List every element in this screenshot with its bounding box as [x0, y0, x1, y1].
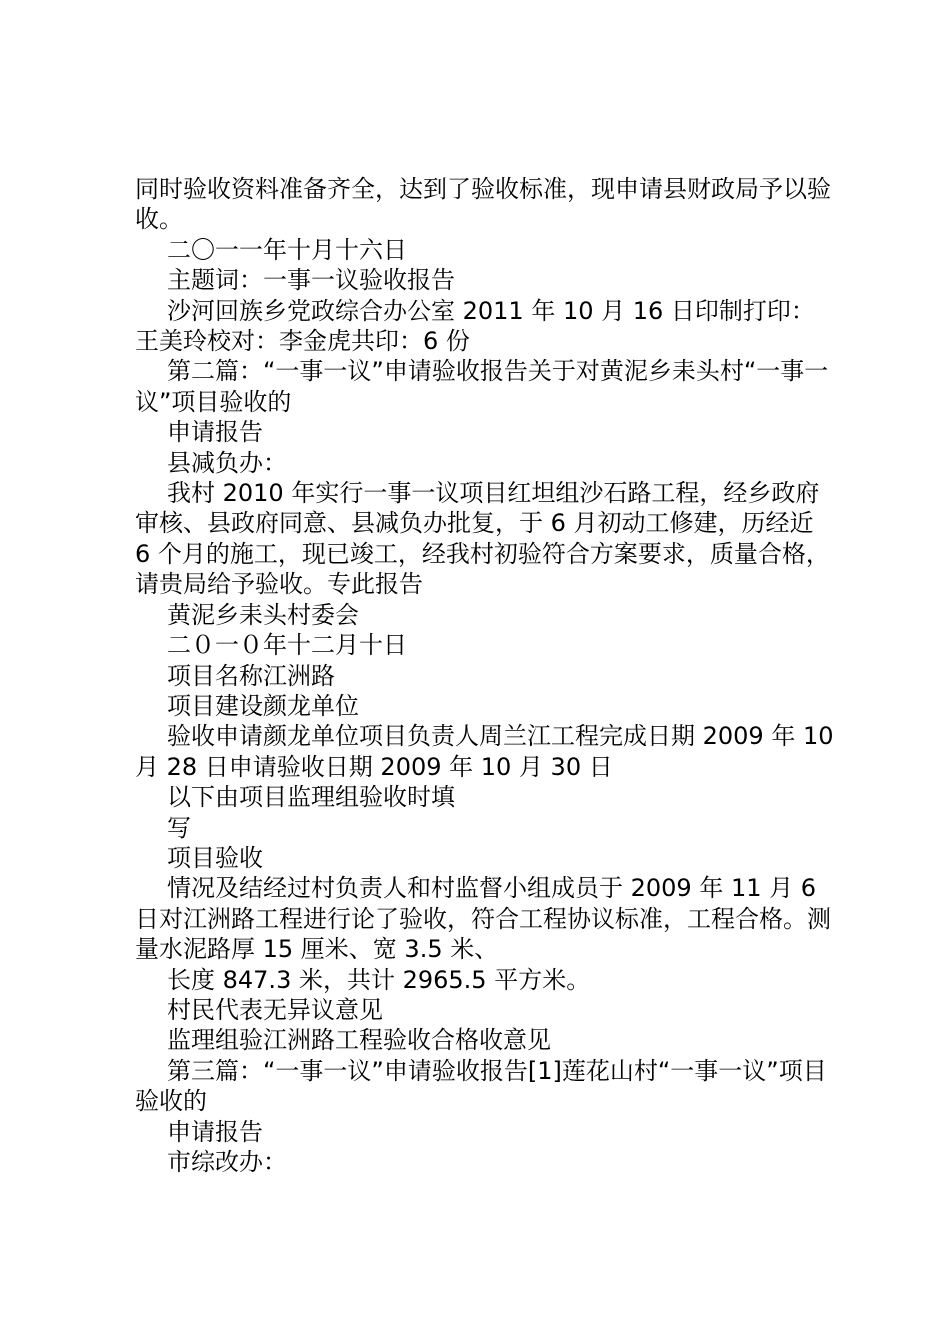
paragraph-body: 我村 2010 年实行一事一议项目红坦组沙石路工程，经乡政府审核、县政府同意、县减负办批复，于 6 月初动工修建，历经近 6 个月的施工，现已竣工，经我村初验符合方案要求，质量合格，请贵局给予验收。专此报告 [135, 479, 830, 599]
paragraph-form-note-cont: 写 [167, 813, 191, 842]
paragraph-report-title: 申请报告 [167, 418, 263, 447]
paragraph-continuation: 同时验收资料准备齐全，达到了验收标准，现申请县财政局予以验收。 [135, 175, 831, 234]
paragraph-supervisor-opinion: 监理组验江洲路工程验收合格收意见 [167, 1026, 551, 1055]
paragraph-report-title: 申请报告 [167, 1117, 263, 1146]
paragraph-section-heading: 第三篇：“一事一议”申请验收报告[1]莲花山村“一事一议”项目验收的 [135, 1056, 827, 1116]
paragraph-project-unit: 项目建设颜龙单位 [167, 691, 359, 720]
paragraph-villager-opinion: 村民代表无异议意见 [167, 995, 383, 1024]
paragraph-project-name: 项目名称江洲路 [167, 661, 335, 690]
paragraph-date: 二０一０年十二月十日 [167, 631, 407, 660]
paragraph-signature: 黄泥乡耒头村委会 [167, 600, 359, 629]
paragraph-acceptance-details: 情况及结经过村负责人和村监督小组成员于 2009 年 11 月 6 日对江洲路工程进行论了验收，符合工程协议标准，工程合格。测量水泥路厚 15 厘米、宽 3.5 米、 [135, 874, 831, 964]
paragraph-date: 二〇一一年十月十六日 [167, 235, 407, 264]
paragraph-subject: 主题词：一事一议验收报告 [167, 266, 455, 295]
paragraph-addressee: 县减负办： [167, 448, 287, 477]
document-body [135, 174, 835, 1177]
paragraph-form-note: 以下由项目监理组验收时填 [167, 783, 455, 812]
paragraph-application-info: 验收申请颜龙单位项目负责人周兰江工程完成日期 2009 年 10 月 28 日申请验收日期 2009 年 10 月 30 日 [135, 722, 834, 781]
paragraph-section-heading: 第二篇：“一事一议”申请验收报告关于对黄泥乡耒头村“一事一议”项目验收的 [135, 357, 829, 416]
paragraph-addressee: 市综改办： [167, 1148, 287, 1176]
paragraph-measurements: 长度 847.3 米，共计 2965.5 平方米。 [167, 965, 591, 994]
paragraph-project-acceptance: 项目验收 [167, 843, 263, 872]
paragraph-print-info: 沙河回族乡党政综合办公室 2011 年 10 月 16 日印制打印：王美玲校对：李金虎共印：6 份 [135, 296, 815, 356]
